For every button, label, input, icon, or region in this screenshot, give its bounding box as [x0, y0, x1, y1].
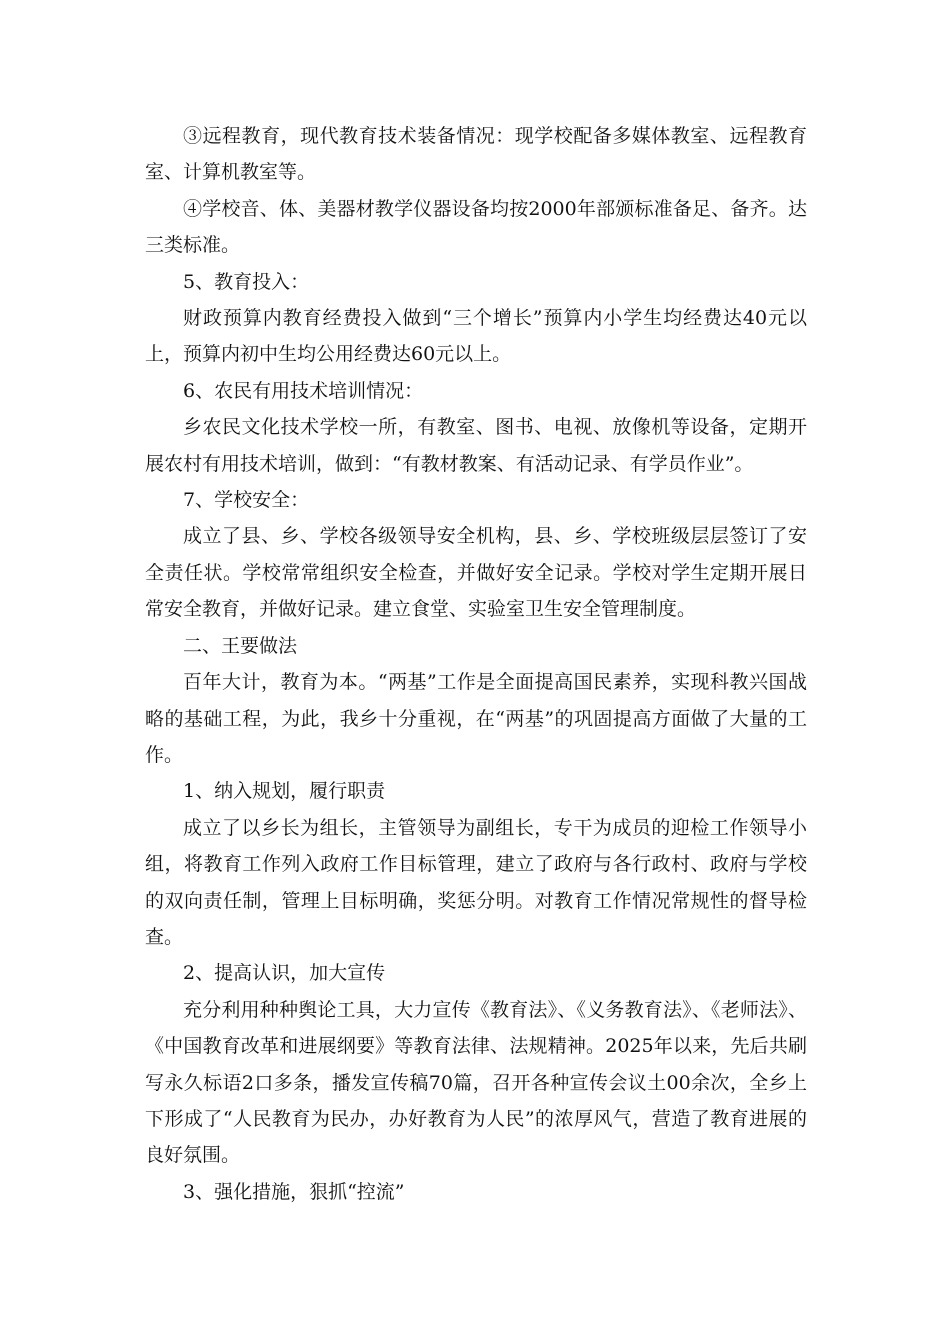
- paragraph-planning-duties: 成立了以乡长为组长，主管领导为副组长，专干为成员的迎检工作领导小组，将教育工作列入政府工作目标管理，建立了政府与各行政村、政府与学校的双向责任制，管理上目标明确，奖惩分明。对教育工作情况常规性的督导检查。: [145, 816, 807, 948]
- paragraph-farmer-training: 乡农民文化技术学校一所，有教室、图书、电视、放像机等设备，定期开展农村有用技术培训，做到：“有教材教案、有活动记录、有学员作业”。: [145, 416, 807, 475]
- paragraph-equipment-standard: ④学校音、体、美器材教学仪器设备均按2000年部颁标准备足、备齐。达三类标准。: [145, 197, 807, 257]
- heading-main-practices: 二、王要做法: [183, 634, 298, 657]
- heading-strengthen-measures: 3、强化措施，狠抓“控流”: [183, 1180, 405, 1203]
- heading-school-safety: 7、学校安全：: [183, 489, 310, 512]
- heading-education-investment: 5、教育投入：: [183, 270, 310, 293]
- heading-planning-duties: 1、纳入规划，履行职责: [183, 780, 386, 803]
- paragraph-school-safety: 成立了县、乡、学校各级领导安全机构，县、乡、学校班级层层签订了安全责任状。学校常常组织安全检查，并做好安全记录。学校对学生定期开展日常安全教育，并做好记录。建立食堂、实验室卫生安全管理制度。: [145, 525, 807, 621]
- paragraph-awareness-publicity: 充分利用种种舆论工具，大力宣传《教育法》、《义务教育法》、《老师法》、《中国教育改革和进展纲要》等教育法律、法规精神。2025年以来，先后共刷写永久标语2口多条，播发宣传稿70篇，召开各种宣传会议土00余次，全乡上下形成了“人民教育为民办，办好教育为人民”的浓厚风气，营造了教育进展的良好氛围。: [145, 998, 807, 1167]
- paragraph-education-investment: 财政预算内教育经费投入做到“三个增长”预算内小学生均经费达40元以上，预算内初中生均公用经费达60元以上。: [145, 307, 807, 366]
- heading-awareness-publicity: 2、提高认识，加大宣传: [183, 962, 386, 985]
- document-body: [145, 118, 807, 1210]
- paragraph-main-practices: 百年大计，教育为本。“两基”工作是全面提高国民素养，实现科教兴国战略的基础工程，为此，我乡十分重视，在“两基”的巩固提高方面做了大量的工作。: [145, 671, 807, 766]
- paragraph-remote-education: ③远程教育，现代教育技术装备情况：现学校配备多媒体教室、远程教育室、计算机教室等。: [145, 125, 807, 184]
- heading-farmer-training: 6、农民有用技术培训情况：: [183, 379, 424, 402]
